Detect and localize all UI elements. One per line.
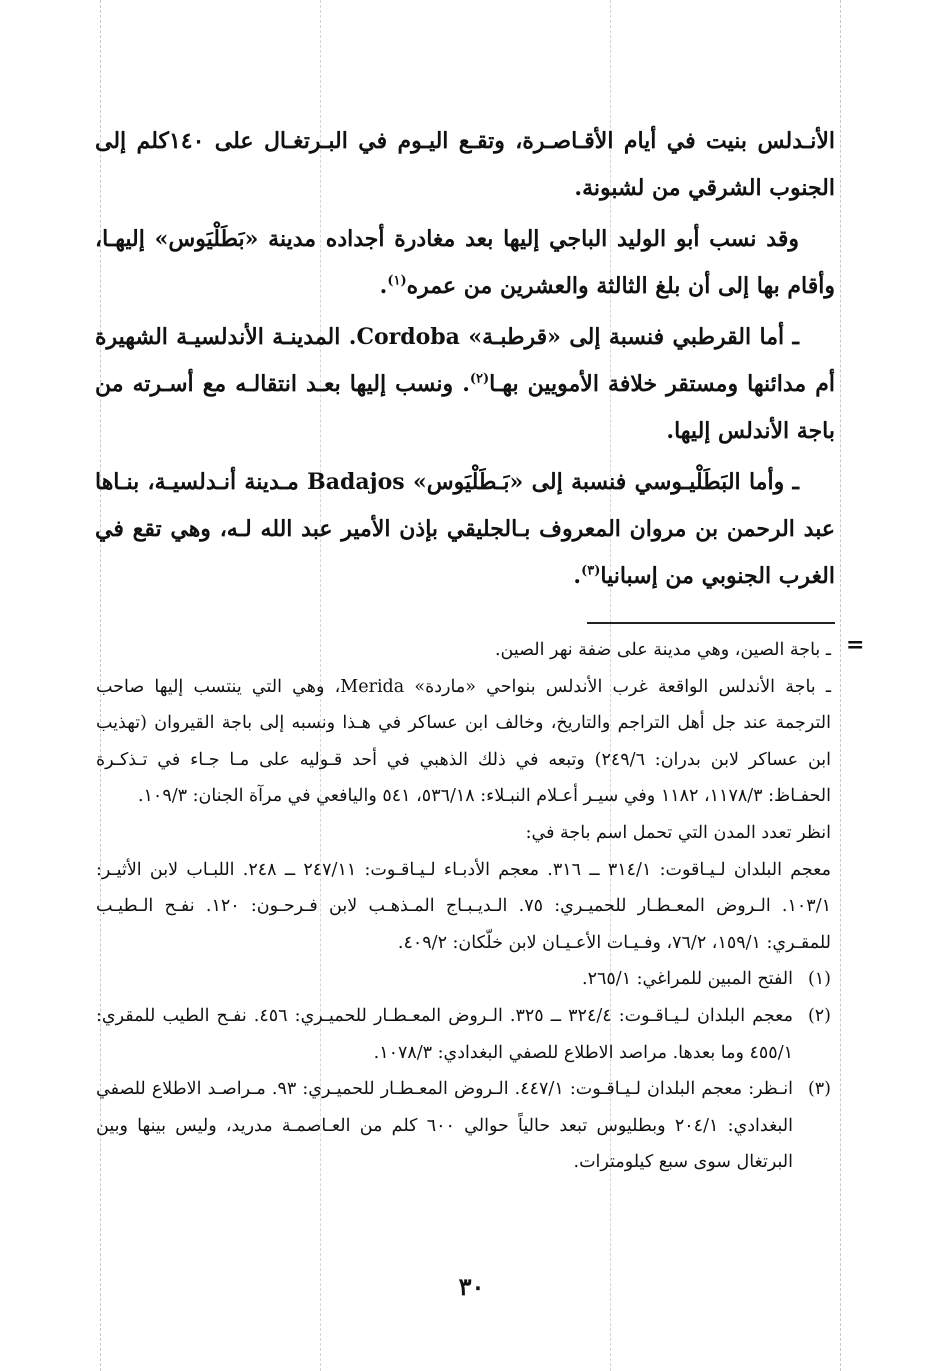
paragraph-2-end: . — [379, 273, 388, 299]
paragraph-3-text: ـ أما القرطبي فنسبة إلى «قرطبـة» Cordoba. المدينـة الأندلسيـة الشهيرة أم مدائنها ومستقر خلافة الأمويين بهـا — [95, 324, 836, 397]
footnote-line: انظر تعدد المدن التي تحمل اسم باجة في: — [525, 822, 831, 843]
footnote-2 — [96, 998, 831, 1071]
footnote-text: انـظر: معجم البلدان لـيـاقـوت: ٤٤٧/١. الـروض المعـطـار للحميـري: ٩٣. مـراصـد الاطلاع للصفي البغدادي: ٢٠٤/١ وبطليوس تبعد حالياً حوالي ٦٠٠ كلم من العـاصمـة مدريد، وليس بينها وبين البرتغال سوى سبع كيلومترات. — [96, 1079, 793, 1173]
continuation-mark: = — [846, 632, 865, 658]
footnote-separator — [587, 622, 835, 624]
footnote-ref-3: (٣) — [581, 563, 601, 579]
paragraph-2-text: وقد نسب أبو الوليد الباجي إليها بعد مغادرة أجداده مدينة «بَطَلْيَوس» إليهـا، وأقام بها إلى أن بلغ الثالثة والعشرين من عمره — [95, 226, 835, 299]
scan-guide-line — [840, 0, 841, 1371]
footnote-line: ـ باجة الأندلس الواقعة غرب الأندلس بنواحي «ماردة» Merida، وهي التي ينتسب إليها صاحب الترجمة عند جل أهل التراجم والتاريخ، وخالف ابن عساكر في هـذا ونسبه إلى باجة القيروان (تهذيب ابن عساكر لابن بدران: ٢٤٩/٦) وتبعه في ذلك الذهبي في أحد قـوليه على مـا جـاء في تـذكـرة الحفـاظ: ١١٧٨/٣، ١١٨٢ وفي سيـر أعـلام النبـلاء: ٥٣٦/١٨، ٥٤١ واليافعي في مرآة الجنان: ١٠٩/٣. — [96, 676, 832, 807]
footnote-number: (١) — [807, 969, 831, 990]
footnote-ref-2: (٢) — [469, 371, 490, 387]
footnote-text: الفتح المبين للمراغي: ٢٦٥/١. — [582, 969, 793, 990]
footnote-3 — [96, 1071, 831, 1181]
footnote-number: (٣) — [807, 1079, 831, 1100]
page-number: ٣٠ — [458, 1272, 485, 1301]
paragraph-4-end: . — [573, 563, 582, 589]
paragraph-3-tail: . ونسب إليها بعـد انتقالـه مع أسـرته من باجة الأندلس إليها. — [95, 371, 835, 444]
paragraph-1: الأنـدلس بنيت في أيام الأقـاصـرة، وتقـع اليـوم في البـرتغـال على ١٤٠كلم إلى الجنوب الشرقي من لشبونة. — [95, 128, 835, 201]
footnote-ref-1: (١) — [387, 273, 407, 289]
footnotes — [96, 632, 831, 1181]
footnote-line: معجم البلدان لـيـاقوت: ٣١٤/١ ــ ٣١٦. معجم الأدبـاء لـيـاقـوت: ٢٤٧/١١ ــ ٢٤٨. اللبـاب لابن الأثيـر: ١٠٣/١. الـروض المعـطـار للحميـري: ٧٥. الـديـبـاج المـذهـب لابن فـرحـون: ١٢٠. نفـح الـطيـب للمقـري: ١٥٩/١، ٧٦/٢، وفـيـات الأعـيـان لابن خلّكان: ٤٠٩/٢. — [96, 859, 831, 953]
footnote-1 — [96, 961, 831, 998]
main-text — [95, 118, 835, 604]
footnote-text: معجم البلدان لـيـاقـوت: ٣٢٤/٤ ــ ٣٢٥. الـروض المعـطـار للحميـري: ٤٥٦. نفـح الطيب للمقري: ٤٥٥/١ وما بعدها. مراصد الاطلاع للصفي البغدادي: ١٠٧٨/٣. — [96, 1005, 793, 1063]
paragraph-4 — [95, 459, 835, 600]
footnote-line: ـ باجة الصين، وهي مدينة على ضفة نهر الصين. — [494, 640, 831, 660]
paragraph-2 — [95, 216, 835, 310]
paragraph-4-text: ـ وأما البَطَلْيـوسي فنسبة إلى «بَـطَلْيَوس» Badajos مـدينة أنـدلسيـة، بنـاها عبد الرحمن بن مروان المعروف بـالجليقي بإذن الأمير عبد الله لـه، وهي تقع في الغرب الجنوبي من إسبانيا — [95, 469, 835, 589]
footnote-number: (٢) — [807, 1005, 831, 1026]
paragraph-3 — [95, 314, 835, 455]
